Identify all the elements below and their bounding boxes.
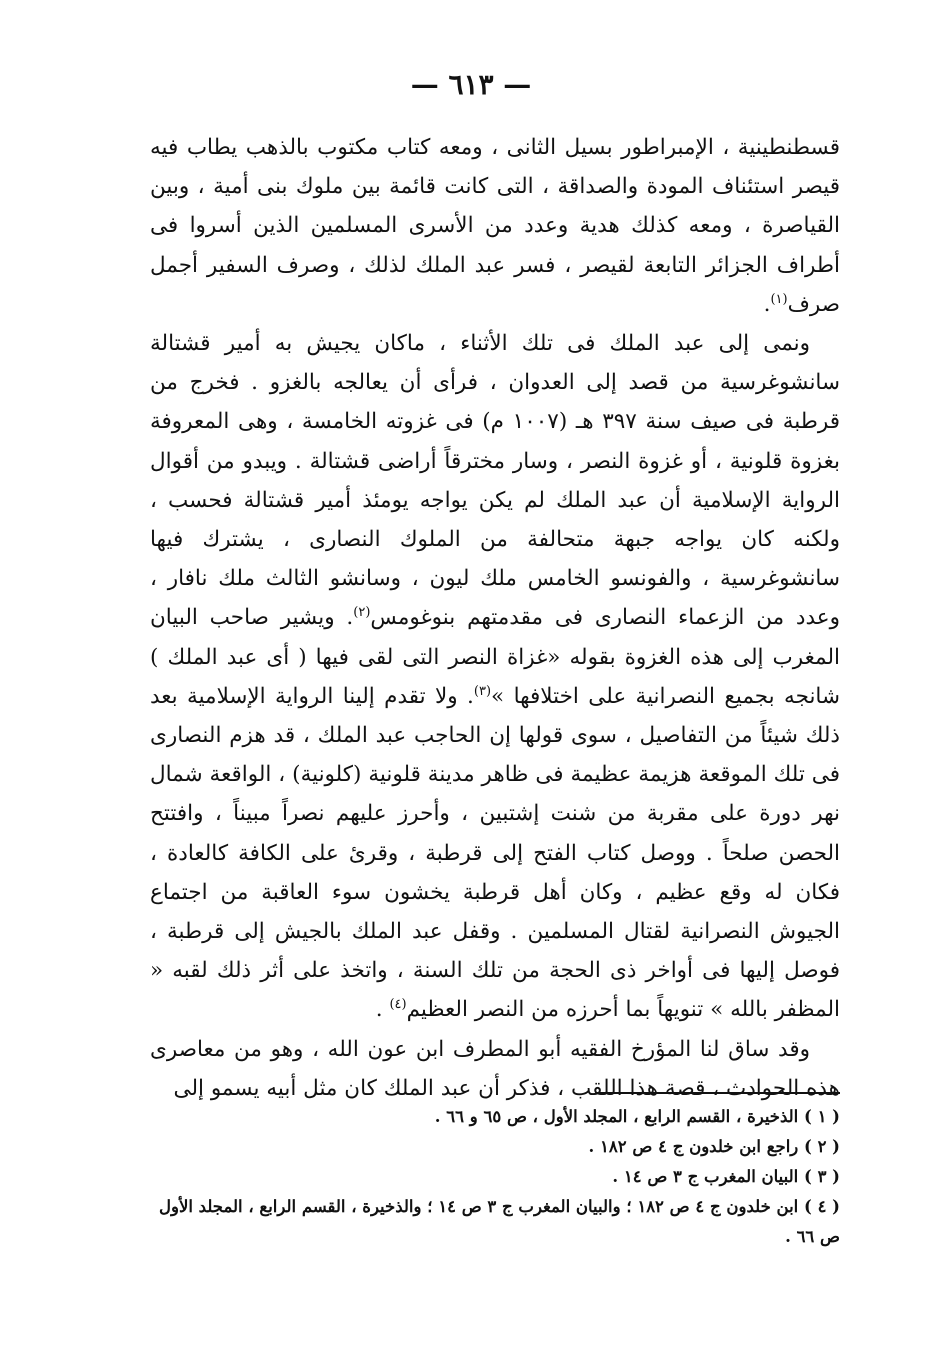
paragraph-2 [150,324,840,1030]
footnote-3: ( ٣ ) البيان المغرب ج ٣ ص ١٤ . [612,1167,840,1186]
footnote-ref-4: (٤) [389,997,407,1013]
paragraph-3-text: وقد ساق لنا المؤرخ الفقيه أبو المطرف ابن عون الله ، وهو من معاصرى هذه الحوادث ، قصة هذا اللقب ، فذكر أن عبد الملك كان مثل أبيه يسمو إلى [150,1036,840,1101]
footnote-2: ( ٢ ) راجع ابن خلدون ج ٤ ص ١٨٢ . [588,1137,840,1156]
footnote-ref-1: (١) [770,291,788,307]
paragraph-2-tail-2: . ولا تقدم إلينا الرواية الإسلامية بعد ذلك شيئاً من التفاصيل ، سوى قولها إن الحاجب عبد الملك ، قد هزم النصارى فى تلك الموقعة هزيمة عظيمة فى ظاهر مدينة قلونية (كلونية) ، الواقعة شمال نهر دورة على مقربة من شنت إشتبين ، وأحرز عليهم نصراً مبيناً ، وافتتح الحصن صلحاً . ووصل كتاب الفتح إلى قرطبة ، وقرئ على الكافة كالعادة ، فكان له وقع عظيم ، وكان أهل قرطبة يخشون سوء العاقبة من اجتماع الجيوش النصرانية لقتال المسلمين . وقفل عبد الملك بالجيش إلى قرطبة ، فوصل إليها فى أواخر ذى الحجة من تلك السنة ، واتخذ على أثر ذلك لقبه « المظفر بالله » تنويهاً بما أحرزه من النصر العظيم [150,683,840,1023]
paragraph-1-text: قسطنطينية ، الإمبراطور بسيل الثانى ، ومعه كتاب مكتوب بالذهب يطاب فيه قيصر استئناف المودة والصداقة ، التى كانت قائمة بين ملوك بنى أمية ، وبين القياصرة ، ومعه كذلك هدية وعدد من الأسرى المسلمين الذين أسروا فى أطراف الجزائر التابعة لقيصر ، فسر عبد الملك لذلك ، وصرف السفير أجمل صرف [150,135,840,317]
body-text [150,128,840,1108]
footnote-4: ( ٤ ) ابن خلدون ج ٤ ص ١٨٢ ؛ والبيان المغرب ج ٣ ص ١٤ ؛ والذخيرة ، القسم الرابع ، المجلد الأول ص ٦٦ . [158,1197,840,1246]
page-number: — ٦١٣ — [410,68,532,101]
paragraph-1-tail: . [763,291,771,317]
paragraph-3 [150,1030,840,1108]
paragraph-1 [150,128,840,324]
footnotes [150,1102,840,1252]
footnote-ref-3: (٣) [473,683,492,699]
paragraph-2-text: ونمى إلى عبد الملك فى تلك الأثناء ، ماكان يجيش به أمير قشتالة سانشوغرسية من قصد إلى العدوان ، فرأى أن يعالجه بالغزو . فخرج من قرطبة فى صيف سنة ٣٩٧ هـ (١٠٠٧ م) فى غزوته الخامسة ، وهى المعروفة بغزوة قلونية ، أو غزوة النصر ، وسار مخترقاً أراضى قشتالة . ويبدو من أقوال الرواية الإسلامية أن عبد الملك لم يكن يواجه يومئذ أمير قشتالة فحسب ، ولكنه كان يواجه جبهة متحالفة من الملوك النصارى ، يشترك فيها سانشوغرسية ، والفونسو الخامس ملك ليون ، وسانشو الثالث ملك نافار ، وعدد من الزعماء النصارى فى مقدمتهم بنوغومس [150,331,840,631]
paragraph-2-tail: . ويشير صاحب البيان المغرب إلى هذه الغزوة بقوله «غزاة النصر التى لقى فيها ( أى عبد الملك ) شانجه بجميع النصرانية على اختلافها » [150,605,840,709]
paragraph-2-tail-3: . [375,997,390,1023]
footnote-separator [595,1092,840,1094]
footnote-ref-2: (٢) [353,605,371,621]
footnote-1: ( ١ ) الذخيرة ، القسم الرابع ، المجلد الأول ، ص ٦٥ و ٦٦ . [434,1107,840,1126]
